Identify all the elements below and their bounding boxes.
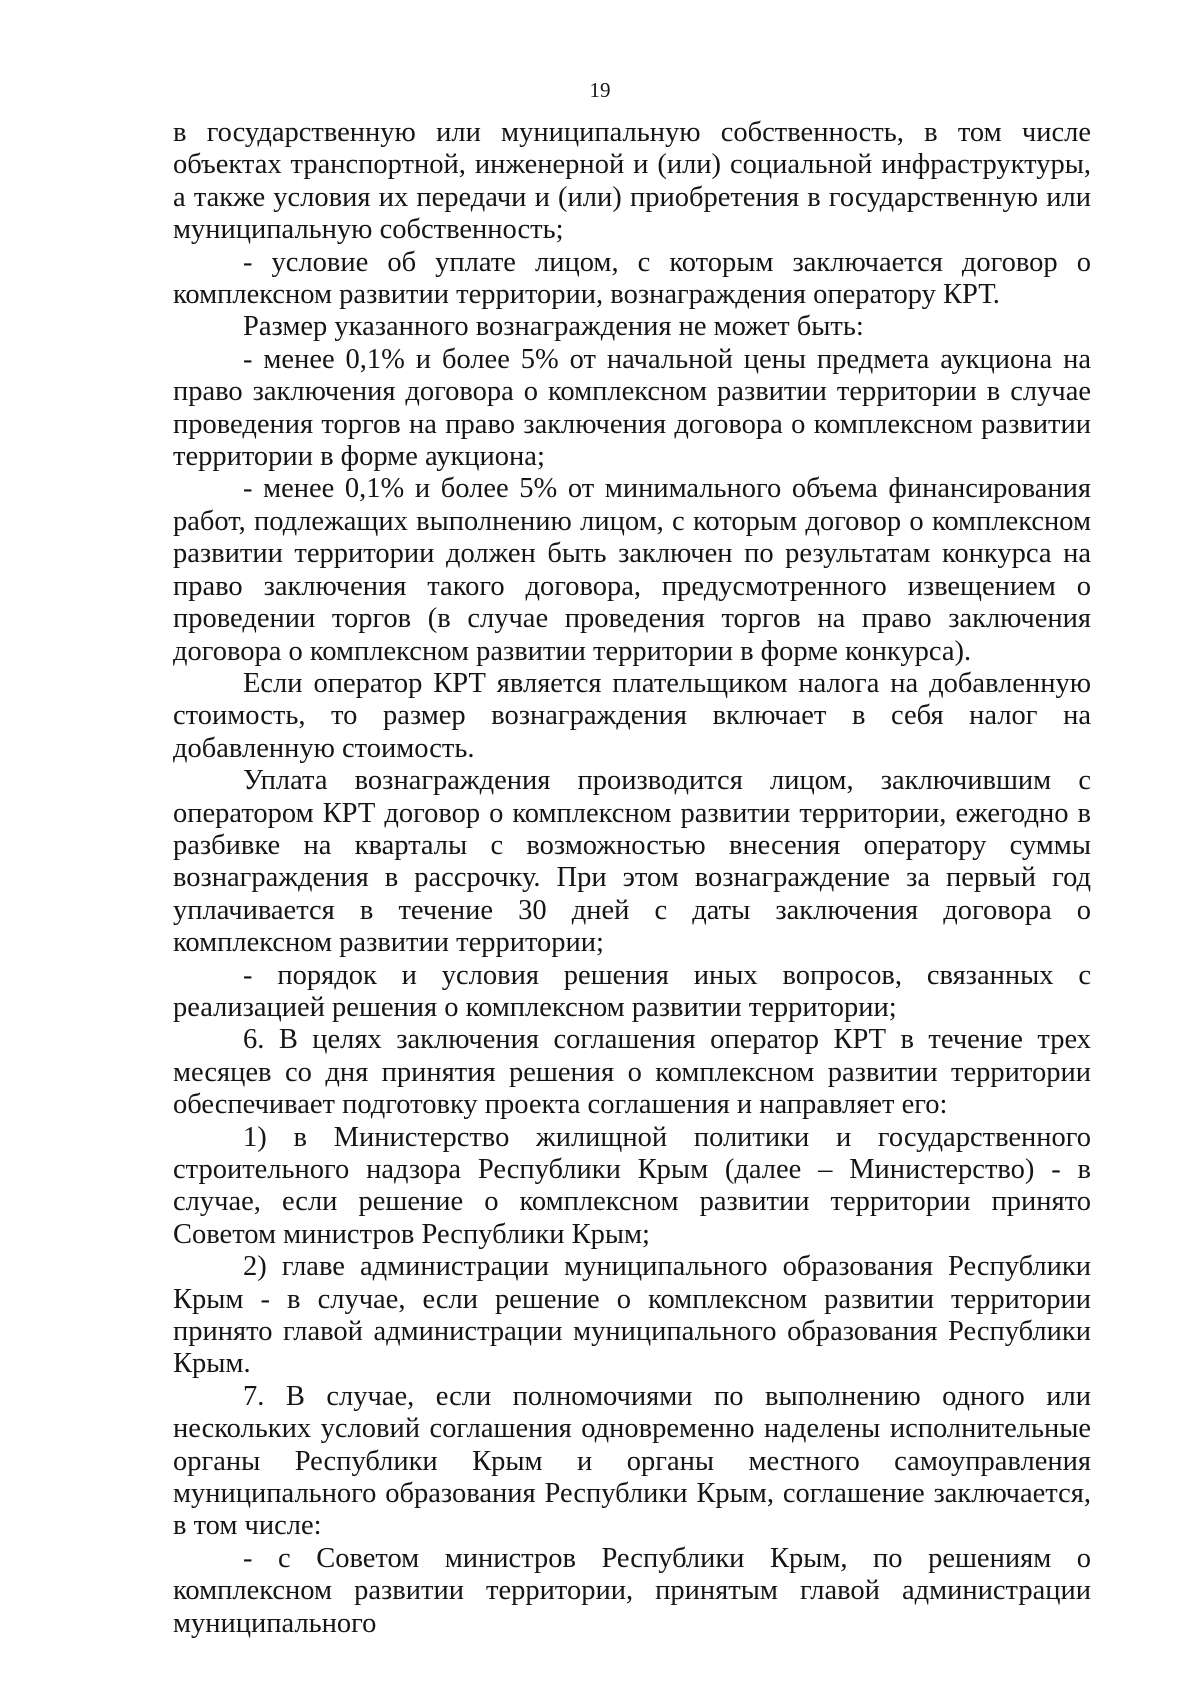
paragraph: 2) главе администрации муниципального образования Республики Крым - в случае, если решение о комплексном развитии территории принято главой администрации муниципального образования Республики Крым. xyxy=(173,1251,1091,1380)
paragraph: - порядок и условия решения иных вопросов, связанных с реализацией решения о комплексном развитии территории; xyxy=(173,959,1091,1023)
paragraph: Если оператор КРТ является плательщиком налога на добавленную стоимость, то размер вознаграждения включает в себя налог на добавленную стоимость. xyxy=(173,667,1091,764)
document-body xyxy=(173,117,1091,1640)
paragraph: в государственную или муниципальную собственность, в том числе объектах транспортной, инженерной и (или) социальной инфраструктуры, а также условия их передачи и (или) приобретения в государственную или муниципальную собственность; xyxy=(173,117,1091,246)
paragraph: 6. В целях заключения соглашения оператор КРТ в течение трех месяцев со дня принятия решения о комплексном развитии территории обеспечивает подготовку проекта соглашения и направляет его: xyxy=(173,1024,1091,1121)
paragraph: - с Советом министров Республики Крым, по решениям о комплексном развитии территории, принятым главой администрации муниципального xyxy=(173,1542,1091,1639)
paragraph: - менее 0,1% и более 5% от начальной цены предмета аукциона на право заключения договора о комплексном развитии территории в случае проведения торгов на право заключения договора о комплексном развитии территории в форме аукциона; xyxy=(173,343,1091,473)
paragraph: 7. В случае, если полномочиями по выполнению одного или нескольких условий соглашения одновременно наделены исполнительные органы Республики Крым и органы местного самоуправления муниципального образования Республики Крым, соглашение заключается, в том числе: xyxy=(173,1380,1091,1542)
paragraph: - условие об уплате лицом, с которым заключается договор о комплексном развитии территории, вознаграждения оператору КРТ. xyxy=(173,246,1091,311)
page-number: 19 xyxy=(589,78,611,102)
paragraph: - менее 0,1% и более 5% от минимального объема финансирования работ, подлежащих выполнению лицом, с которым договор о комплексном развитии территории должен быть заключен по результатам конкурса на право заключения такого договора, предусмотренного извещением о проведении торгов (в случае проведения торгов на право заключения договора о комплексном развитии территории в форме конкурса). xyxy=(173,473,1091,667)
paragraph: 1) в Министерство жилищной политики и государственного строительного надзора Республики Крым (далее – Министерство) - в случае, если решение о комплексном развитии территории принято Советом министров Республики Крым; xyxy=(173,1121,1091,1250)
paragraph: Уплата вознаграждения производится лицом, заключившим с оператором КРТ договор о комплексном развитии территории, ежегодно в разбивке на кварталы с возможностью внесения оператору суммы вознаграждения в рассрочку. При этом вознаграждение за первый год уплачивается в течение 30 дней с даты заключения договора о комплексном развитии территории; xyxy=(173,765,1091,959)
paragraph: Размер указанного вознаграждения не может быть: xyxy=(243,311,864,343)
